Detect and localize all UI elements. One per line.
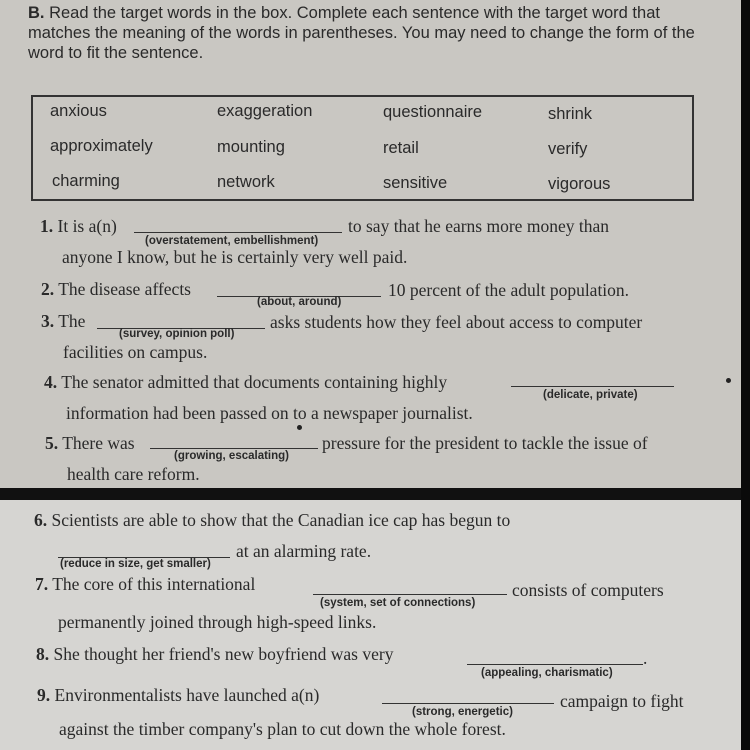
- item-9-text-after: campaign to fight: [560, 691, 684, 711]
- item-4-hint: (delicate, private): [543, 389, 638, 401]
- word-anxious: anxious: [50, 102, 107, 120]
- word-vigorous: vigorous: [548, 175, 611, 193]
- item-3-hint: (survey, opinion poll): [119, 328, 235, 340]
- item-6-line-2: at an alarming rate.: [236, 541, 372, 561]
- item-4-line-2: information had been passed on to a newspaper journalist.: [66, 403, 473, 423]
- item-3-line-2: facilities on campus.: [63, 342, 208, 362]
- item-8-line-1: [36, 644, 393, 665]
- item-5-hint: (growing, escalating): [174, 450, 290, 462]
- word-exaggeration: exaggeration: [217, 102, 313, 120]
- item-1-hint: (overstatement, embellishment): [145, 235, 319, 247]
- word-network: network: [217, 173, 275, 191]
- instructions-text: Read the target words in the box. Complete each sentence with the target word that matches the meaning of the words in parentheses. You may need to change the form of the word to fit the sentence.: [28, 4, 695, 62]
- item-1-answer-blank[interactable]: [134, 232, 342, 233]
- item-4-answer-blank[interactable]: [511, 386, 674, 387]
- item-7-number: 7.: [35, 574, 49, 594]
- item-8-answer-blank[interactable]: [467, 664, 643, 665]
- item-4-number: 4.: [44, 372, 58, 392]
- item-5-text-after: pressure for the president to tackle the issue of: [322, 433, 648, 453]
- item-7-line-2: permanently joined through high-speed links.: [58, 612, 377, 632]
- item-2-number: 2.: [41, 279, 55, 299]
- item-9-line-1: [37, 685, 319, 706]
- item-7-text-before: The core of this international: [52, 574, 256, 594]
- item-9-answer-blank[interactable]: [382, 703, 554, 704]
- word-shrink: shrink: [548, 105, 593, 123]
- item-6-text-before: Scientists are able to show that the Canadian ice cap has begun to: [51, 510, 511, 530]
- photo-edge-shadow: [741, 0, 750, 750]
- worksheet-photo-bottom: [0, 500, 741, 750]
- item-4-line-1: [44, 372, 447, 393]
- word-charming: charming: [52, 172, 120, 190]
- item-2-hint: (about, around): [257, 296, 342, 308]
- item-8-text-before: She thought her friend's new boyfriend was very: [53, 644, 394, 664]
- item-5-line-2: health care reform.: [67, 464, 200, 484]
- word-questionnaire: questionnaire: [383, 103, 483, 121]
- item-8-text-after: .: [643, 648, 648, 668]
- target-word-box: [31, 95, 694, 201]
- item-7-line-1: [35, 574, 255, 595]
- word-mounting: mounting: [217, 138, 285, 156]
- item-7-text-after: consists of computers: [512, 580, 664, 600]
- item-1-line-1: [40, 216, 117, 237]
- word-retail: retail: [383, 139, 419, 157]
- word-verify: verify: [548, 140, 588, 158]
- item-9-hint: (strong, energetic): [412, 706, 513, 718]
- item-9-number: 9.: [37, 685, 51, 705]
- word-sensitive: sensitive: [383, 174, 448, 192]
- item-5-line-1: [45, 433, 135, 454]
- item-2-text-before: The disease affects: [58, 279, 191, 299]
- item-7-answer-blank[interactable]: [313, 594, 507, 595]
- instructions: [28, 3, 708, 63]
- item-1-text-after: to say that he earns more money than: [348, 216, 609, 236]
- item-3-text-before: The: [58, 311, 86, 331]
- word-approximately: approximately: [50, 137, 153, 155]
- item-3-number: 3.: [41, 311, 55, 331]
- item-6-number: 6.: [34, 510, 48, 530]
- item-3-text-after: asks students how they feel about access to computer: [270, 312, 643, 332]
- item-9-line-2: against the timber company's plan to cut down the whole forest.: [59, 719, 506, 739]
- item-9-text-before: Environmentalists have launched a(n): [54, 685, 320, 705]
- ink-speck: [726, 378, 731, 383]
- item-5-number: 5.: [45, 433, 59, 453]
- item-7-hint: (system, set of connections): [320, 597, 476, 609]
- item-2-text-after: 10 percent of the adult population.: [388, 280, 630, 300]
- item-8-hint: (appealing, charismatic): [481, 667, 613, 679]
- item-2-line-1: [41, 279, 191, 300]
- item-8-number: 8.: [36, 644, 50, 664]
- section-label: B.: [28, 4, 45, 22]
- item-5-text-before: There was: [62, 433, 135, 453]
- item-4-text-before: The senator admitted that documents containing highly: [61, 372, 448, 392]
- item-1-line-2: anyone I know, but he is certainly very well paid.: [62, 247, 408, 267]
- item-5-answer-blank[interactable]: [150, 448, 318, 449]
- item-1-text-before: It is a(n): [57, 216, 117, 236]
- ink-speck: [297, 425, 302, 430]
- item-3-line-1: [41, 311, 85, 332]
- item-6-line-1: [34, 510, 510, 531]
- item-1-number: 1.: [40, 216, 54, 236]
- item-6-hint: (reduce in size, get smaller): [60, 558, 211, 570]
